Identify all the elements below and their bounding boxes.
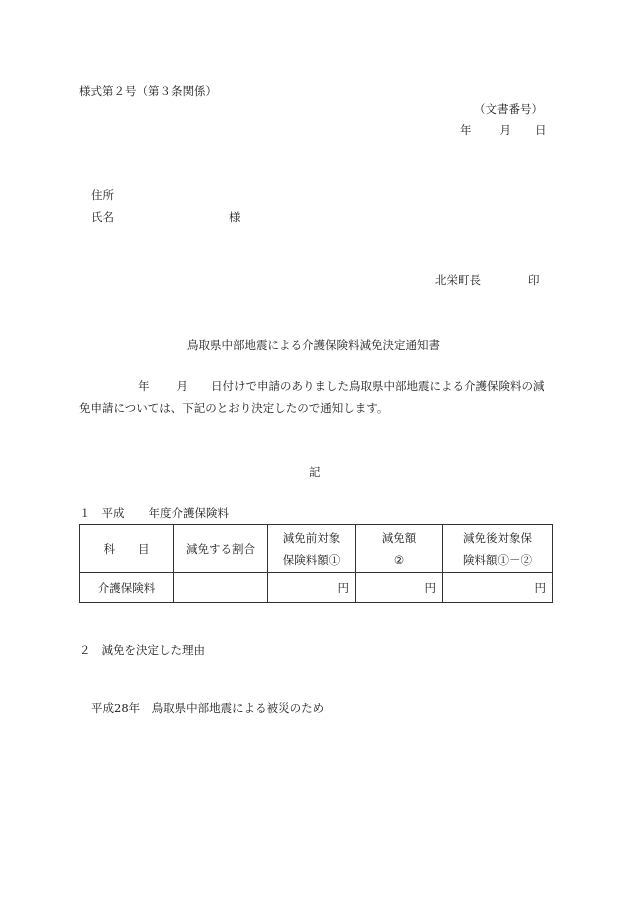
document-title: 鳥取県中部地震による介護保険料減免決定通知書 <box>187 338 440 352</box>
section-1-heading <box>79 508 229 520</box>
row-rate <box>174 573 268 603</box>
body-line-1 <box>138 381 545 393</box>
section-1-number: １ <box>79 506 91 520</box>
name-label: 氏名 <box>91 210 114 224</box>
body-month: 月 <box>176 379 188 393</box>
body-text-1: 日付けで申請のありました鳥取県中部地震による介護保険料の減 <box>211 379 545 393</box>
ki-marker: 記 <box>309 465 321 479</box>
issue-date <box>460 125 547 137</box>
honorific: 様 <box>229 210 241 224</box>
header-reduction-line-2: ② <box>393 552 405 567</box>
row-reduction-unit: 円 <box>356 573 443 603</box>
header-before-line-1: 減免前対象 <box>282 530 341 545</box>
document-number: （文書番号） <box>474 102 543 116</box>
row-item: 介護保険料 <box>80 573 174 603</box>
date-day: 日 <box>535 123 547 137</box>
header-after-line-1: 減免後対象保 <box>463 530 532 545</box>
section-2-heading <box>79 645 205 657</box>
header-reduction <box>356 525 443 573</box>
header-after-line-2: 険料額①－② <box>463 552 532 567</box>
sender-title: 北栄町長 <box>435 273 481 287</box>
header-item: 科 目 <box>80 525 174 573</box>
header-rate: 減免する割合 <box>174 525 268 573</box>
row-after-unit: 円 <box>443 573 553 603</box>
section-2-label: 減免を決定した理由 <box>101 643 205 657</box>
header-before-line-2: 保険料額① <box>282 552 341 567</box>
section-2-number: ２ <box>79 643 91 657</box>
date-month: 月 <box>499 123 511 137</box>
seal-mark: 印 <box>528 273 540 287</box>
table-row <box>80 573 553 603</box>
reason-text: 平成28年 鳥取県中部地震による被災のため <box>91 701 325 715</box>
table-header-row <box>80 525 553 573</box>
date-year: 年 <box>460 123 472 137</box>
form-label: 様式第２号（第３条関係） <box>79 84 217 98</box>
header-after <box>443 525 553 573</box>
reduction-table <box>79 524 553 603</box>
address-label: 住所 <box>91 188 114 202</box>
row-before-unit: 円 <box>268 573 356 603</box>
section-1-era: 平成 <box>101 506 125 520</box>
header-reduction-line-1: 減免額 <box>381 530 417 545</box>
section-1-label: 年度介護保険料 <box>148 506 229 520</box>
body-line-2: 免申請については、下記のとおり決定したので通知します。 <box>79 401 389 415</box>
header-before <box>268 525 356 573</box>
body-year: 年 <box>138 379 150 393</box>
